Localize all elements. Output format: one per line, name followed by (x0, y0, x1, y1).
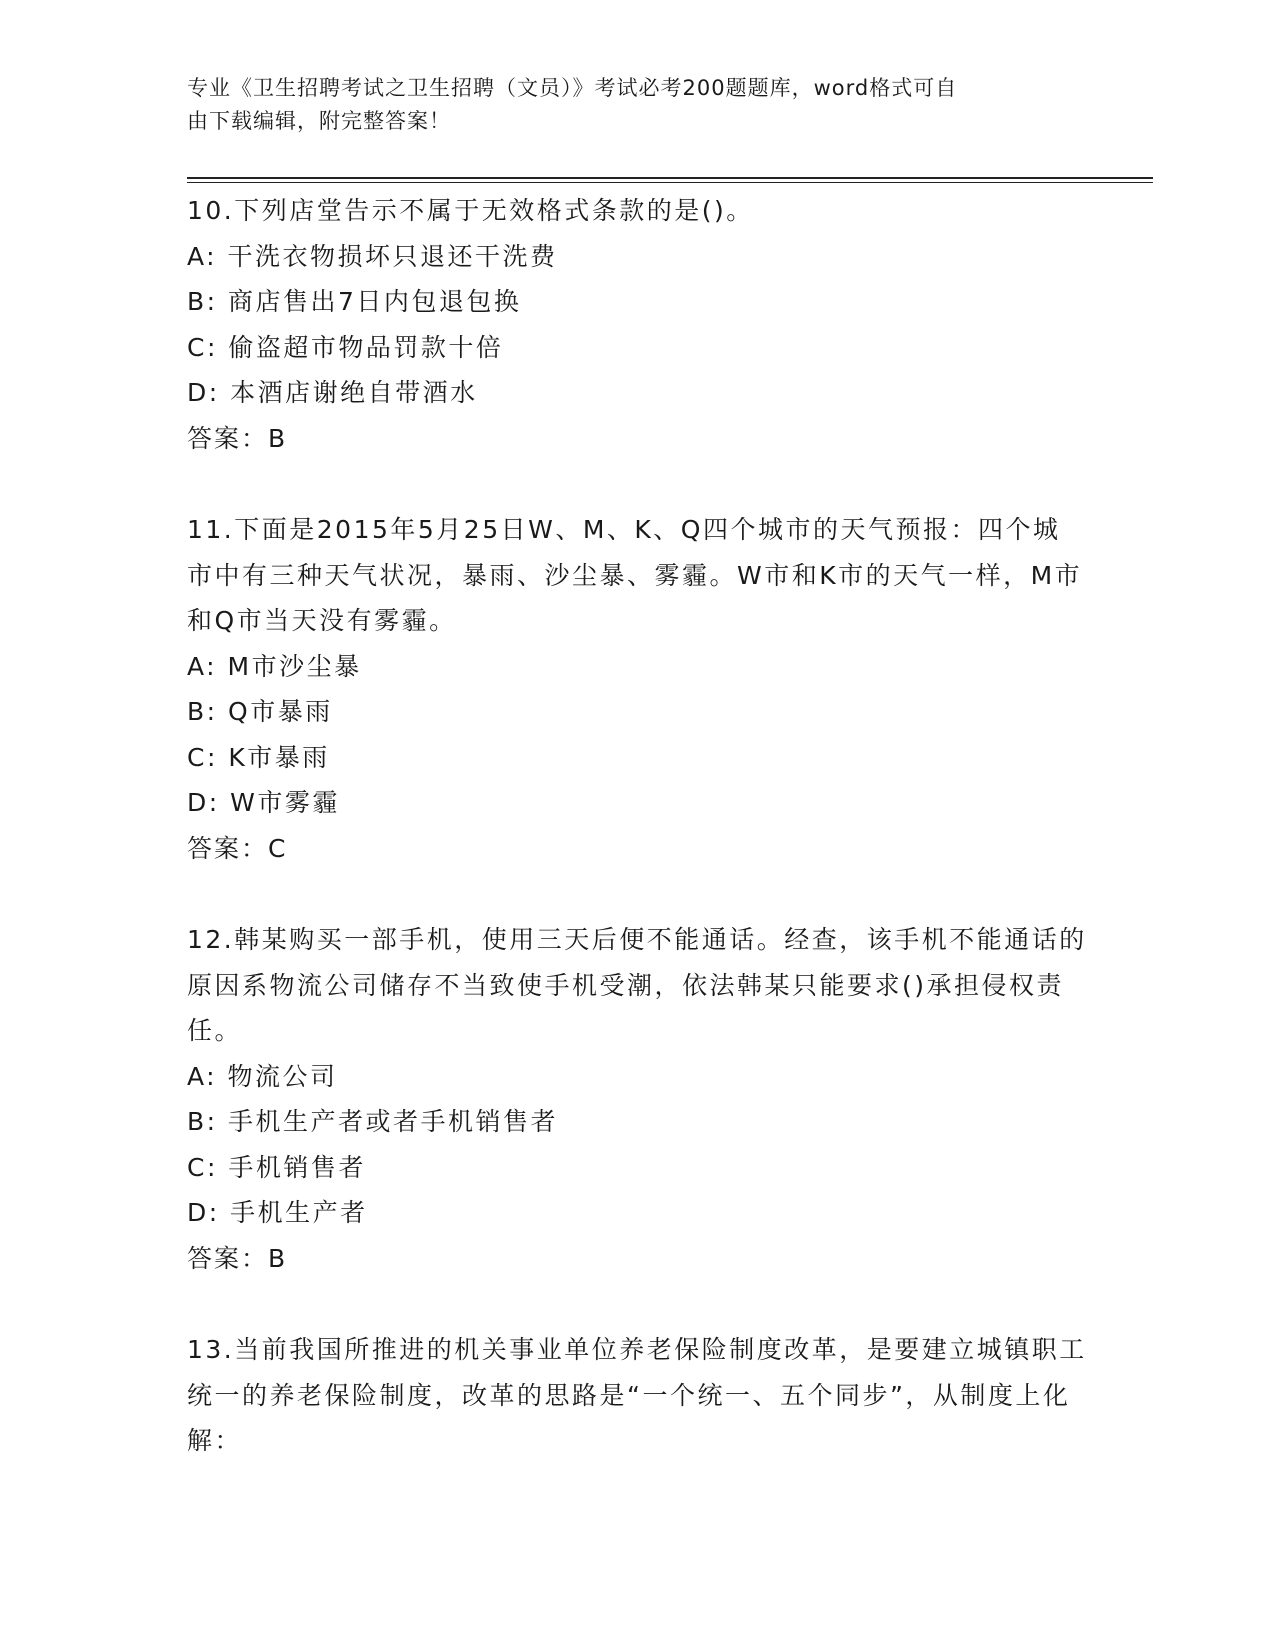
question-10 (187, 188, 1087, 461)
header-line-1: 专业《卫生招聘考试之卫生招聘（文员）》考试必考200题题库，word格式可自 (187, 76, 958, 100)
option-d: D: W市雾霾 (187, 788, 340, 817)
option-c: C: K市暴雨 (187, 742, 330, 772)
header-divider-thick (187, 177, 1153, 179)
option-a: A: M市沙尘暴 (187, 651, 362, 681)
answer: 答案：C (187, 833, 288, 863)
option-c: C: 手机销售者 (187, 1152, 366, 1182)
option-a: A: 干洗衣物损坏只退还干洗费 (187, 241, 558, 271)
option-b: B: Q市暴雨 (187, 697, 333, 726)
option-b: B: 商店售出7日内包退包换 (187, 287, 522, 316)
option-a: A: 物流公司 (187, 1061, 338, 1091)
question-12 (187, 917, 1087, 1281)
option-b: B: 手机生产者或者手机销售者 (187, 1107, 559, 1136)
option-d: D: 手机生产者 (187, 1198, 368, 1227)
header-line-2: 由下载编辑，附完整答案！ (187, 109, 451, 133)
question-13 (187, 1327, 1087, 1464)
document-header (187, 72, 1067, 138)
question-11 (187, 507, 1087, 871)
question-stem: 10.下列店堂告示不属于无效格式条款的是()。 (187, 196, 754, 225)
question-stem: 13.当前我国所推进的机关事业单位养老保险制度改革，是要建立城镇职工统一的养老保险制度，改革的思路是“一个统一、五个同步”，从制度上化解： (187, 1335, 1087, 1455)
answer: 答案：B (187, 423, 288, 453)
question-stem: 12.韩某购买一部手机，使用三天后便不能通话。经查，该手机不能通话的原因系物流公司储存不当致使手机受潮，依法韩某只能要求()承担侵权责任。 (187, 925, 1087, 1045)
question-stem: 11.下面是2015年5月25日W、M、K、Q四个城市的天气预报：四个城市中有三种天气状况，暴雨、沙尘暴、雾霾。W市和K市的天气一样，M市和Q市当天没有雾霾。 (187, 515, 1083, 635)
header-divider-thin (187, 182, 1153, 183)
option-c: C: 偷盗超市物品罚款十倍 (187, 332, 504, 362)
option-d: D: 本酒店谢绝自带酒水 (187, 378, 478, 407)
question-list (187, 188, 1087, 1510)
answer: 答案：B (187, 1243, 288, 1273)
